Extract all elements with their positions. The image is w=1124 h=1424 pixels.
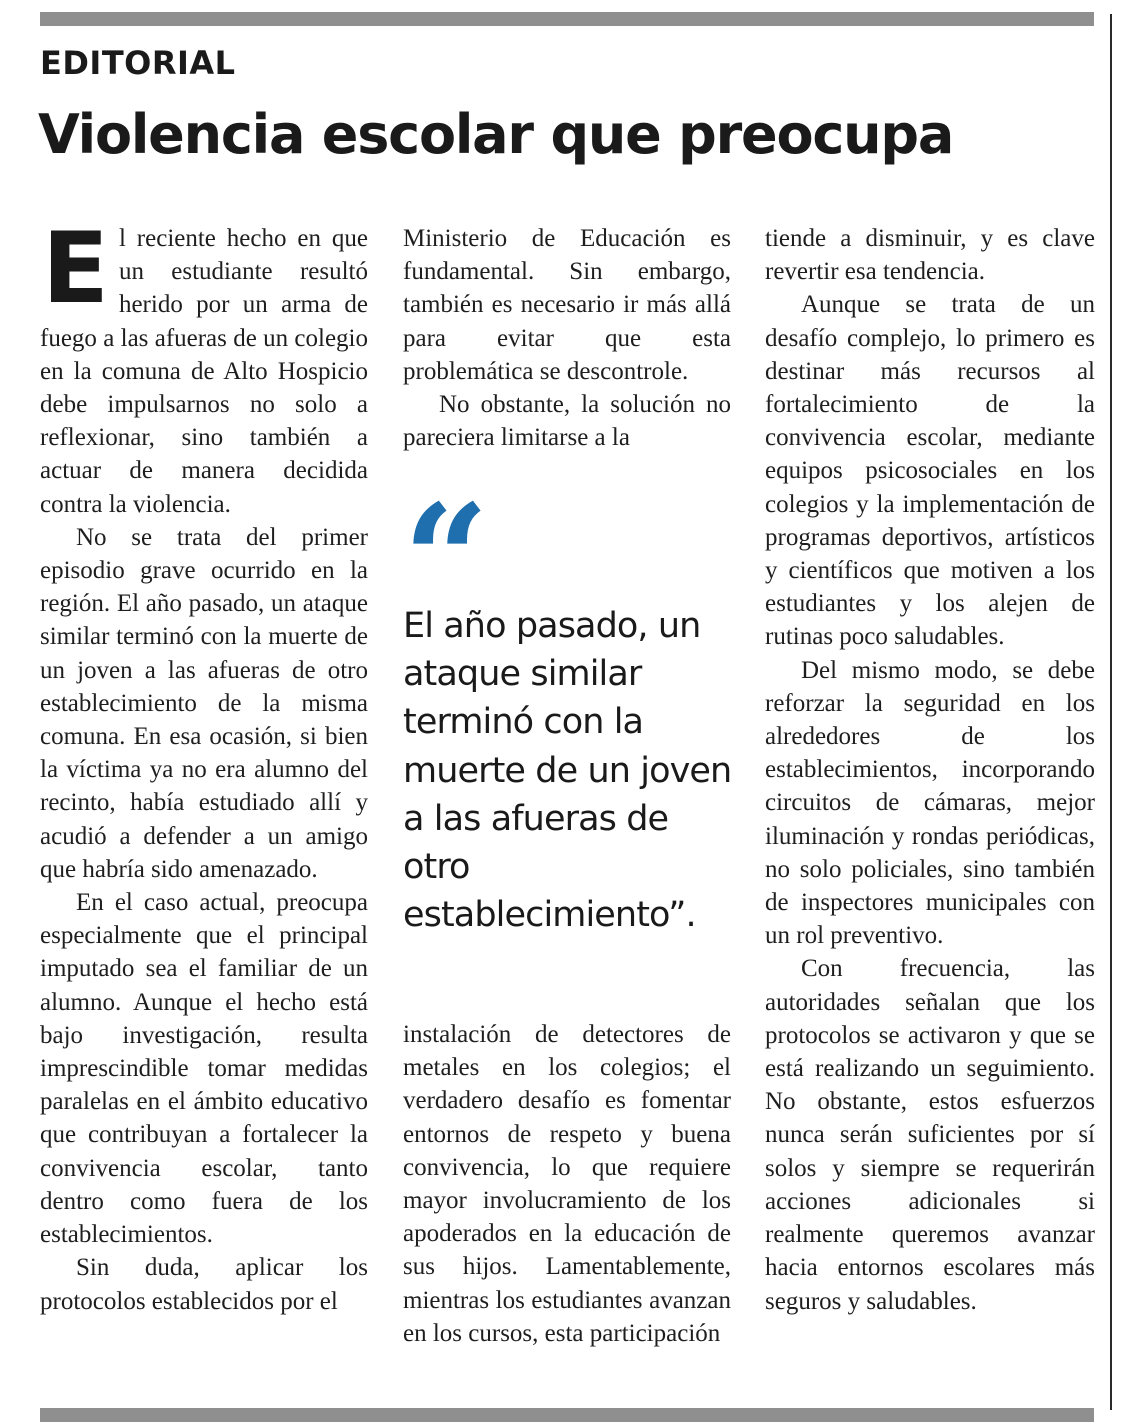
quote-mark-icon: “: [403, 472, 490, 648]
paragraph: Ministerio de Educación es fundamental. Sin embargo, también es necesario ir más allá para evitar que esta problemática se descontrole.: [403, 225, 731, 385]
paragraph: No se trata del primer episodio grave ocurrido en la región. El año pasado, un ataque similar terminó con la muerte de un joven a las afueras de otro establecimiento de la misma comuna. En esa ocasión, si bien la víctima ya no era alumno del recinto, había estudiado allí y acudió a defender a un amigo que habría sido amenazado.: [40, 523, 368, 883]
headline: Violencia escolar que preocupa: [38, 103, 954, 166]
pull-quote: [403, 472, 743, 939]
paragraph: En el caso actual, preocupa especialmente que el principal imputado sea el familiar de un alumno. Aunque el hecho está bajo investigación, resulta imprescindible tomar medidas paralelas en el ámbito educativo que contribuyan a fortalecer la convivencia escolar, tanto dentro como fuera de los establecimientos.: [40, 889, 368, 1249]
paragraph: Con frecuencia, las autoridades señalan que los protocolos se activaron y que se está realizando un seguimiento. No obstante, estos esfuerzos nunca serán suficientes por sí solos y siempre se requerirán acciones adicionales si realmente queremos avanzar hacia entornos escolares más seguros y saludables.: [765, 955, 1095, 1315]
paragraph: No obstante, la solución no pareciera limitarse a la: [403, 391, 731, 452]
bottom-rule-bar: [40, 1408, 1094, 1422]
column-2-bottom: [403, 1018, 731, 1350]
paragraph: [40, 212, 368, 521]
drop-cap: E: [42, 212, 109, 326]
column-1: [40, 212, 368, 1318]
right-column-rule: [1110, 14, 1112, 1410]
pull-quote-text: El año pasado, un ataque similar terminó con la muerte de un joven a las afueras de otro establecimiento”.: [403, 606, 732, 936]
column-2-top: [403, 222, 731, 454]
paragraph: Sin duda, aplicar los protocolos establecidos por el: [40, 1254, 368, 1315]
section-label: EDITORIAL: [40, 44, 236, 82]
paragraph: Del mismo modo, se debe reforzar la seguridad en los alrededores de los establecimientos, incorporando circuitos de cámaras, mejor iluminación y rondas periódicas, no solo policiales, sino también de inspectores municipales con un rol preventivo.: [765, 656, 1095, 950]
paragraph-text: l reciente hecho en que un estudiante resultó herido por un arma de fuego a las afueras de un colegio en la comuna de Alto Hospicio debe impulsarnos no solo a reflexionar, sino también a actuar de manera decidida contra la violencia.: [40, 225, 368, 518]
paragraph: instalación de detectores de metales en los colegios; el verdadero desafío es fomentar entornos de respeto y buena convivencia, lo que requiere mayor involucramiento de los apoderados en la educación de sus hijos. Lamentablemente, mientras los estudiantes avanzan en los cursos, esta participación: [403, 1021, 731, 1347]
top-rule-bar: [40, 12, 1094, 26]
paragraph: tiende a disminuir, y es clave revertir esa tendencia.: [765, 225, 1095, 286]
paragraph: Aunque se trata de un desafío complejo, lo primero es destinar más recursos al fortalecimiento de la convivencia escolar, mediante equipos psicosociales en los colegios y la implementación de programas deportivos, artísticos y científicos que motiven a los estudiantes y los alejen de rutinas poco saludables.: [765, 291, 1095, 651]
column-3: [765, 222, 1095, 1318]
